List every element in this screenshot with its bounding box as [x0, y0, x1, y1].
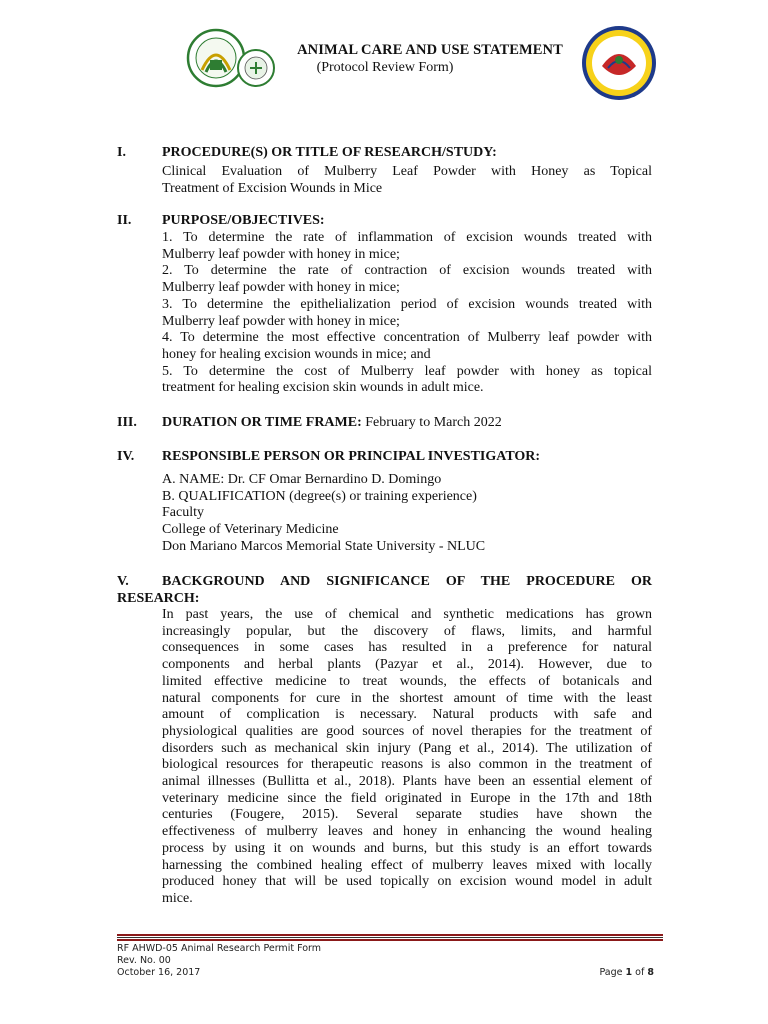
- paragraph-line: centuries (Fougere, 2015). Several separate studies have shown the: [162, 807, 652, 823]
- investigator-line: B. QUALIFICATION (degree(s) or training experience): [162, 488, 477, 504]
- footer-divider: [117, 934, 663, 942]
- title-line: Treatment of Excision Wounds in Mice: [162, 180, 383, 196]
- paragraph-line: veterinary medicine since the field originated in Europe in the 17th and 18th: [162, 790, 652, 806]
- paragraph-line: biological resources for therapeutic reasons is also common in the treatment of: [162, 757, 652, 773]
- paragraph-line: mice.: [162, 890, 193, 906]
- objective-line: Mulberry leaf powder with honey in mice;: [162, 246, 400, 262]
- investigator-line: Faculty: [162, 505, 204, 521]
- section-number: II.: [117, 213, 132, 228]
- section-heading: PROCEDURE(S) OR TITLE OF RESEARCH/STUDY:: [162, 145, 497, 160]
- page-of: of: [635, 967, 645, 978]
- title-line: Clinical Evaluation of Mulberry Leaf Powder with Honey as Topical: [162, 164, 652, 179]
- paragraph-line: animal illnesses (Bullitta et al., 2018). Plants have been an essential element of: [162, 774, 652, 790]
- paragraph-line: components and herbal plants (Pazyar et al., 2014). However, due to: [162, 657, 652, 673]
- footer-page-number: [599, 967, 654, 978]
- section-number: III.: [117, 415, 137, 430]
- investigator-line: Don Mariano Marcos Memorial State University - NLUC: [162, 538, 486, 554]
- objective-line: 4. To determine the most effective concentration of Mulberry leaf powder with: [162, 330, 652, 346]
- objective-line: 5. To determine the cost of Mulberry leaf powder with honey as topical: [162, 363, 652, 379]
- page-total: 8: [647, 967, 654, 978]
- paragraph-line: produced honey that will be used topically on excision wound model in adult: [162, 874, 652, 890]
- paragraph-line: harnessing the combined healing effect of mulberry leaves mixed with locally: [162, 857, 652, 873]
- section-5-heading: [117, 574, 652, 607]
- investigator-line: A. NAME: Dr. CF Omar Bernardino D. Domingo: [162, 472, 442, 487]
- paragraph-line: natural components for cure in the shortest amount of time with the least: [162, 690, 652, 706]
- paragraph-line: amount of complication is necessary. Natural products with safe and: [162, 707, 652, 723]
- investigator-line: College of Veterinary Medicine: [162, 522, 339, 538]
- footer-date: October 16, 2017: [117, 967, 201, 978]
- objective-line: 2. To determine the rate of contraction of excision wounds treated with: [162, 263, 652, 279]
- paragraph-line: process by using it on wounds and burns, but this study is an effort towards: [162, 840, 652, 856]
- objective-line: Mulberry leaf powder with honey in mice;: [162, 280, 400, 296]
- objective-line: honey for healing excision wounds in mice; and: [162, 346, 431, 362]
- document-title: ANIMAL CARE AND USE STATEMENT: [297, 42, 563, 58]
- paragraph-line: limited effective medicine to treat wounds, the effects of botanicals and: [162, 673, 652, 689]
- section-heading: PURPOSE/OBJECTIVES:: [162, 213, 325, 228]
- paragraph-line: disorders such as mechanical skin injury (Pang et al., 2014). The utilization of: [162, 740, 652, 756]
- paragraph-line: effectiveness of mulberry leaves and honey in enhancing the wound healing: [162, 824, 652, 840]
- objective-line: Mulberry leaf powder with honey in mice;: [162, 313, 400, 329]
- section-heading-cont: RESEARCH:: [117, 590, 200, 606]
- department-of-agriculture-logo: [186, 20, 282, 96]
- paragraph-line: physiological qualities are good sources of novel therapies for the treatment of: [162, 723, 652, 739]
- section-heading: DURATION OR TIME FRAME:: [162, 415, 362, 430]
- section-number: I.: [117, 145, 126, 160]
- page-current: 1: [625, 967, 633, 978]
- page-label: Page: [599, 967, 623, 978]
- section-heading-row: [162, 415, 502, 432]
- section-number: IV.: [117, 449, 135, 464]
- document-subtitle: (Protocol Review Form): [316, 60, 454, 75]
- objective-line: 1. To determine the rate of inflammation of excision wounds treated with: [162, 230, 652, 245]
- duration-value: February to March 2022: [365, 415, 502, 430]
- objective-line: treatment for healing excision skin wounds in adult mice.: [162, 380, 484, 396]
- paragraph-line: consequences in some cases has resulted in a preference for natural: [162, 640, 652, 656]
- objective-line: 3. To determine the epithelialization period of excision wounds treated with: [162, 296, 652, 312]
- footer-form-name: RF AHWD-05 Animal Research Permit Form: [117, 943, 322, 954]
- section-heading: BACKGROUND AND SIGNIFICANCE OF THE PROCEDURE OR: [162, 574, 652, 589]
- footer-revision: Rev. No. 00: [117, 955, 171, 966]
- section-heading: RESPONSIBLE PERSON OR PRINCIPAL INVESTIGATOR:: [162, 449, 541, 464]
- section-number: V.: [117, 574, 129, 589]
- paragraph-line: In past years, the use of chemical and synthetic medications has grown: [162, 607, 652, 622]
- paragraph-line: increasingly popular, but the discovery of flaws, limits, and harmful: [162, 623, 652, 639]
- animal-care-committee-logo: [580, 24, 658, 102]
